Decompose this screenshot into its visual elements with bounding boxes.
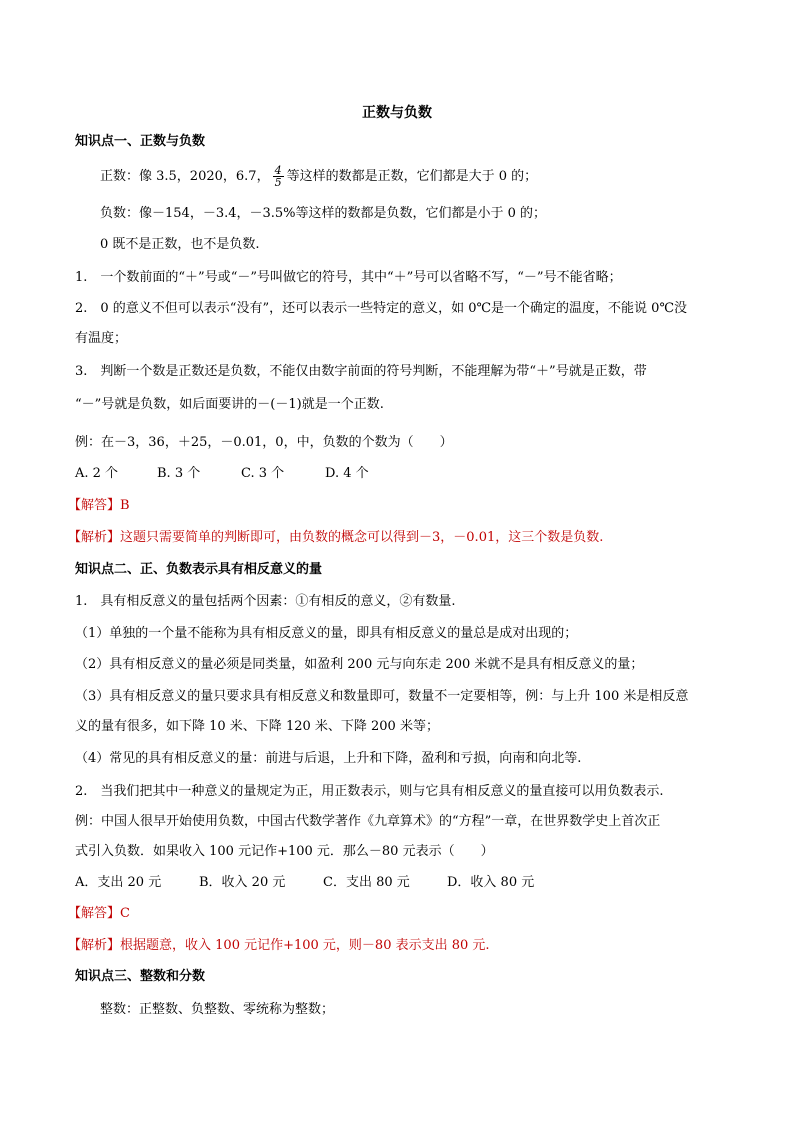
point-2-line-2: 有温度； — [75, 331, 128, 346]
choice-a: A．支出 20 元 — [75, 875, 162, 890]
subpoint-1: （1）单独的一个量不能称为具有相反意义的量，即具有相反意义的量总是成对出现的； — [75, 626, 578, 641]
example-1-choices — [75, 465, 369, 483]
positive-text-a: 正数：像 3.5，2020，6.7， — [100, 169, 270, 184]
analysis-tag: 【解析】 — [68, 938, 121, 953]
point-1: 1. 一个数前面的“＋”号或“－”号叫做它的符号，其中“＋”号可以省略不写，“－”号不能省略； — [75, 270, 622, 285]
choice-b: B．收入 20 元 — [199, 875, 286, 890]
fraction-numerator: 4 — [274, 164, 282, 177]
zero-definition: 0 既不是正数，也不是负数. — [100, 237, 260, 252]
section-3-heading: 知识点三、整数和分数 — [75, 969, 206, 984]
choice-a: A. 2 个 — [75, 466, 119, 481]
example-1-question: 例：在－3，36，＋25，－0.01，0，中，负数的个数为（ ） — [75, 435, 453, 450]
point-2-line-1: 2. 0 的意义不但可以表示“没有”，还可以表示一些特定的意义，如 0℃是一个确定的温度，不能说 0℃没 — [75, 301, 687, 316]
fraction-denominator: 5 — [274, 176, 282, 189]
example-1-answer: 【解答】B — [68, 498, 130, 513]
subpoint-3-line-1: （3）具有相反意义的量只要求具有相反意义和数量即可，数量不一定要相等，例：与上升 100 米是相反意 — [75, 689, 689, 704]
section-2-heading: 知识点二、正、负数表示具有相反意义的量 — [75, 562, 323, 577]
choice-c: C. 3 个 — [241, 466, 285, 481]
integers-definition: 整数：正整数、负整数、零统称为整数； — [100, 1002, 335, 1017]
section-2-point-1: 1. 具有相反意义的量包括两个因素：①有相反的意义，②有数量. — [75, 594, 456, 609]
positive-text-b: 等这样的数都是正数，它们都是大于 0 的； — [286, 169, 538, 184]
choice-d: D. 4 个 — [325, 466, 369, 481]
section-2-point-2: 2. 当我们把其中一种意义的量规定为正，用正数表示，则与它具有相反意义的量直接可以用负数表示. — [75, 784, 664, 799]
subpoint-2: （2）具有相反意义的量必须是同类量，如盈利 200 元与向东走 200 米就不是具有相反意义的量； — [75, 657, 644, 672]
subpoint-3-line-2: 义的量有很多，如下降 10 米、下降 120 米、下降 200 米等； — [75, 719, 439, 734]
choice-d: D．收入 80 元 — [447, 875, 535, 890]
point-3-line-1: 3. 判断一个数是正数还是负数，不能仅由数字前面的符号判断，不能理解为带“＋”号就是正数，带 — [75, 364, 647, 379]
negative-definition: 负数：像－154，－3.4，－3.5%等这样的数都是负数，它们都是小于 0 的； — [100, 206, 547, 221]
example-2-analysis — [68, 937, 490, 955]
point-3-line-2: “－”号就是负数，如后面要讲的－(－1)就是一个正数. — [75, 397, 384, 412]
example-2-line-2: 式引入负数．如果收入 100 元记作+100 元．那么－80 元表示（ ） — [75, 844, 494, 859]
analysis-tag: 【解析】 — [68, 530, 121, 545]
example-1-analysis — [68, 529, 603, 547]
example-2-choices — [75, 874, 534, 892]
analysis-text: 根据题意，收入 100 元记作+100 元，则－80 表示支出 80 元. — [120, 938, 490, 953]
subpoint-4: （4）常见的具有相反意义的量：前进与后退，上升和下降，盈利和亏损，向南和向北等. — [75, 751, 582, 766]
page-title: 正数与负数 — [362, 105, 432, 121]
positive-definition — [100, 165, 537, 188]
example-2-answer: 【解答】C — [68, 906, 130, 921]
analysis-text: 这题只需要简单的判断即可，由负数的概念可以得到－3，－0.01，这三个数是负数. — [120, 530, 604, 545]
example-2-line-1: 例：中国人很早开始使用负数，中国古代数学著作《九章算术》的“方程”一章，在世界数学史上首次正 — [75, 814, 661, 829]
fraction-four-fifths — [273, 165, 284, 188]
choice-c: C．支出 80 元 — [323, 875, 410, 890]
section-1-heading: 知识点一、正数与负数 — [75, 134, 206, 149]
choice-b: B. 3 个 — [157, 466, 201, 481]
